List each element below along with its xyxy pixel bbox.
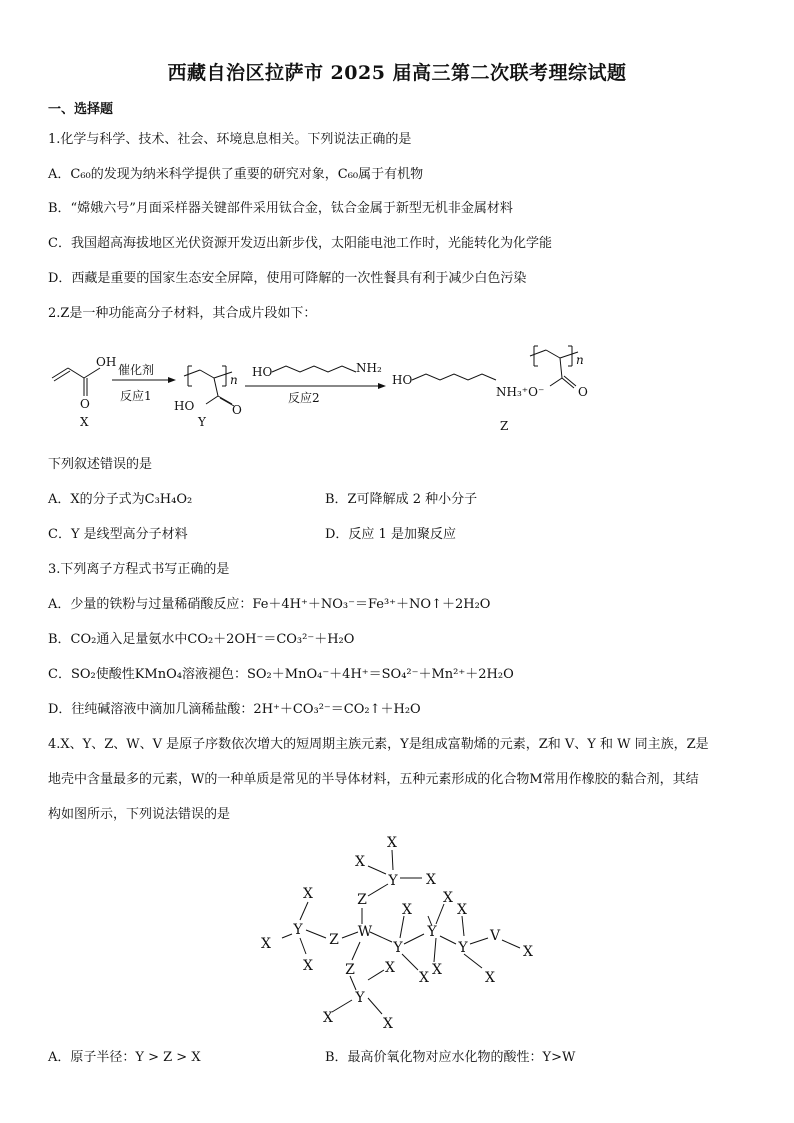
reaction-scheme (40, 336, 600, 436)
atom-x: X (402, 902, 412, 918)
q4-option-a: A．原子半径：Y > Z > X (48, 1050, 201, 1065)
scheme-catalyst: 催化剂 (118, 363, 155, 377)
scheme-o: O (80, 397, 90, 411)
scheme-ho-y: HO (174, 399, 195, 413)
atom-x: X (355, 854, 365, 870)
atom-x: X (419, 970, 429, 986)
q2-option-a: A．X的分子式为C₃H₄O₂ (48, 492, 193, 507)
scheme-n-y: n (230, 373, 238, 387)
scheme-oh: OH (96, 355, 117, 369)
atom-y: Y (388, 873, 398, 889)
q2-option-b: B．Z可降解成 2 种小分子 (325, 492, 478, 507)
q2-prompt: 下列叙述错误的是 (48, 457, 153, 472)
q1-option-c: C．我国超高海拔地区光伏资源开发迈出新步伐，太阳能电池工作时，光能转化为化学能 (48, 236, 552, 251)
atom-x: X (387, 835, 397, 851)
atom-y: Y (427, 924, 437, 940)
page-title: 西藏自治区拉萨市 2025 届高三第二次联考理综试题 (167, 62, 627, 84)
scheme-ho-z: HO (392, 373, 413, 387)
q4-option-b: B．最高价氧化物对应水化物的酸性：Y>W (325, 1050, 576, 1065)
atom-x: X (426, 872, 436, 888)
q3-stem: 3.下列离子方程式书写正确的是 (48, 562, 230, 577)
scheme-o-y: O (232, 403, 242, 417)
atom-x: X (523, 944, 533, 960)
q3-option-c: C．SO₂使酸性KMnO₄溶液褪色：SO₂＋MnO₄⁻＋4H⁺＝SO₄²⁻＋Mn²⁺＋2H₂O (48, 667, 514, 682)
atom-z: Z (329, 932, 339, 948)
q3-option-a: A．少量的铁粉与过量稀硝酸反应：Fe＋4H⁺＋NO₃⁻＝Fe³⁺＋NO↑＋2H₂O (48, 597, 491, 612)
section-heading: 一、选择题 (48, 102, 114, 117)
atom-y: Y (293, 922, 303, 938)
atom-z: Z (357, 892, 367, 908)
q1-stem: 1.化学与科学、技术、社会、环境息息相关。下列说法正确的是 (48, 132, 412, 147)
scheme-label-z: Z (500, 419, 509, 433)
compound-structure (250, 830, 550, 1040)
atom-x: X (303, 886, 313, 902)
atom-v: V (489, 928, 501, 944)
atom-x: X (457, 902, 467, 918)
scheme-reaction1: 反应1 (120, 389, 152, 403)
scheme-nh3o: NH₃⁺O⁻ (496, 385, 545, 399)
atom-y: Y (355, 990, 365, 1006)
scheme-ho-chain: HO (252, 365, 273, 379)
atom-x: X (443, 890, 453, 906)
scheme-reaction2: 反应2 (288, 391, 320, 405)
atom-z: Z (345, 962, 355, 978)
q3-option-b: B．CO₂通入足量氨水中CO₂＋2OH⁻＝CO₃²⁻＋H₂O (48, 632, 355, 647)
atom-x: X (385, 960, 395, 976)
scheme-label-y: Y (198, 415, 206, 429)
atom-w: W (357, 924, 373, 940)
q1-option-a: A．C₆₀的发现为纳米科学提供了重要的研究对象，C₆₀属于有机物 (48, 167, 424, 182)
q4-stem-line3: 构如图所示，下列说法错误的是 (48, 807, 231, 822)
atom-y: Y (393, 940, 403, 956)
q3-option-d: D．往纯碱溶液中滴加几滴稀盐酸：2H⁺＋CO₃²⁻＝CO₂↑＋H₂O (48, 702, 421, 717)
scheme-label-x: X (80, 415, 89, 429)
scheme-nh2: NH₂ (356, 361, 382, 375)
q2-option-d: D．反应 1 是加聚反应 (325, 527, 456, 542)
q2-option-c: C．Y 是线型高分子材料 (48, 527, 188, 542)
atom-x: X (261, 936, 271, 952)
atom-x: X (323, 1010, 333, 1026)
atom-x: X (485, 970, 495, 986)
q1-option-d: D．西藏是重要的国家生态安全屏障，使用可降解的一次性餐具有利于减少白色污染 (48, 271, 527, 286)
atom-x: X (383, 1016, 393, 1032)
scheme-o-z: O (578, 385, 588, 399)
atom-y: Y (458, 940, 468, 956)
scheme-n-z: n (576, 353, 584, 367)
q2-stem: 2.Z是一种功能高分子材料，其合成片段如下： (48, 306, 317, 321)
q4-stem-line2: 地壳中含量最多的元素，W的一种单质是常见的半导体材料，五种元素形成的化合物M常用作橡胶的黏合剂，其结 (48, 772, 699, 787)
atom-x: X (432, 962, 442, 978)
atom-x: X (303, 958, 313, 974)
q4-stem-line1: 4.X、Y、Z、W、V 是原子序数依次增大的短周期主族元素，Y是组成富勒烯的元素，Z和 V、Y 和 W 同主族，Z是 (48, 737, 709, 752)
q1-option-b: B．“嫦娥六号”月面采样器关键部件采用钛合金，钛合金属于新型无机非金属材料 (48, 201, 513, 216)
